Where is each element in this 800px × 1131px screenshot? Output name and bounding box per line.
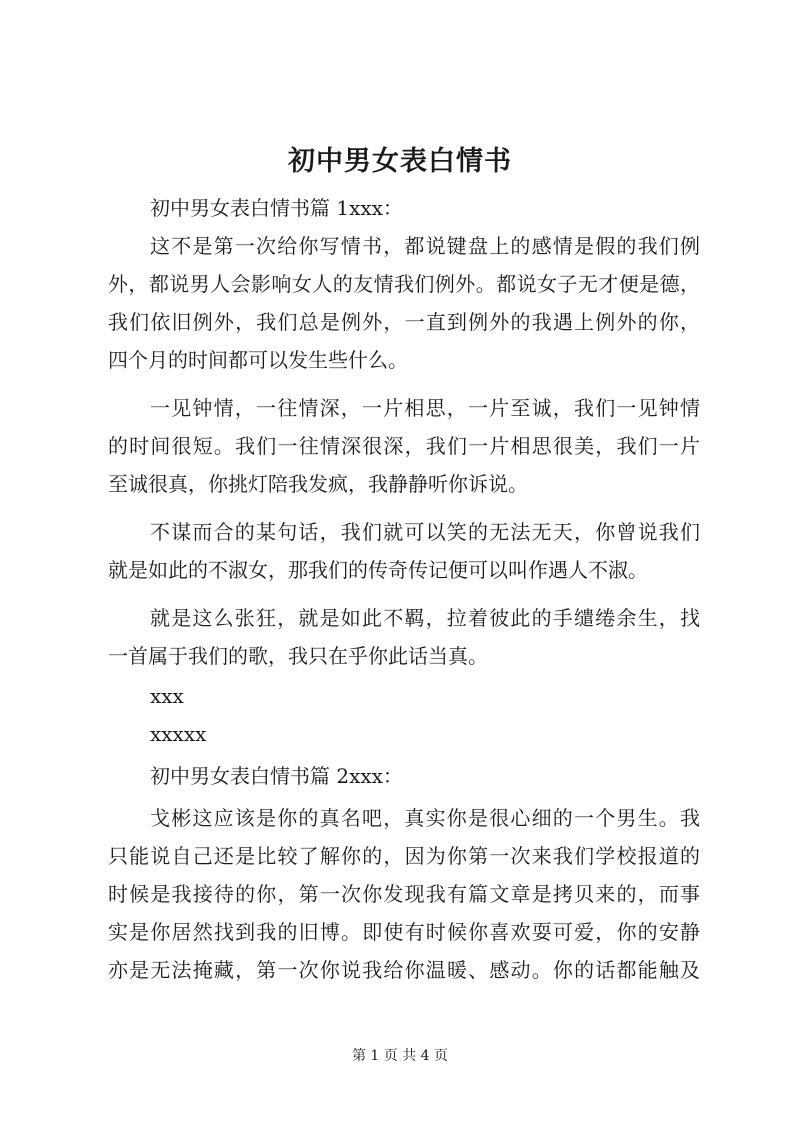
section-heading-1: 初中男女表白情书篇 1xxx： bbox=[150, 196, 403, 220]
date-line: xxxxx bbox=[150, 722, 207, 746]
page-number-footer: 第 1 页 共 4 页 bbox=[351, 1048, 449, 1064]
paragraph-line: 只能说自己还是比较了解你的，因为你第一次来我们学校报道的 bbox=[108, 844, 700, 868]
paragraph-line: 就是如此的不淑女，那我们的传奇传记便可以叫作遇人不淑。 bbox=[108, 558, 648, 582]
paragraph-line: 四个月的时间都可以发生些什么。 bbox=[108, 348, 408, 372]
paragraph-line: 实是你居然找到我的旧博。即使有时候你喜欢耍可爱，你的安静 bbox=[108, 920, 700, 944]
paragraph-line: 这不是第一次给你写情书，都说键盘上的感情是假的我们例 bbox=[150, 234, 700, 258]
document-title: 初中男女表白情书 bbox=[288, 146, 512, 177]
paragraph-line: 外，都说男人会影响女人的友情我们例外。都说女子无才便是德， bbox=[108, 272, 700, 296]
paragraph-line: 时候是我接待的你，第一次你发现我有篇文章是拷贝来的，而事 bbox=[108, 882, 700, 906]
paragraph-line: 至诚很真，你挑灯陪我发疯，我静静听你诉说。 bbox=[108, 472, 528, 496]
section-heading-2: 初中男女表白情书篇 2xxx： bbox=[150, 764, 403, 788]
paragraph-line: 不谋而合的某句话，我们就可以笑的无法无天，你曾说我们 bbox=[150, 520, 700, 544]
paragraph-line: 一见钟情，一往情深，一片相思，一片至诚，我们一见钟情 bbox=[150, 396, 700, 420]
paragraph-line: 戈彬这应该是你的真名吧，真实你是很心细的一个男生。我 bbox=[150, 806, 700, 830]
paragraph-line: 的时间很短。我们一往情深很深，我们一片相思很美，我们一片 bbox=[108, 434, 700, 458]
paragraph-line: 我们依旧例外，我们总是例外，一直到例外的我遇上例外的你， bbox=[108, 310, 700, 334]
paragraph-line: 亦是无法掩藏，第一次你说我给你温暖、感动。你的话都能触及 bbox=[108, 958, 700, 982]
signature-line: xxx bbox=[150, 684, 184, 708]
paragraph-line: 就是这么张狂，就是如此不羁，拉着彼此的手缱绻余生，找 bbox=[150, 606, 700, 630]
paragraph-line: 一首属于我们的歌，我只在乎你此话当真。 bbox=[108, 644, 488, 668]
